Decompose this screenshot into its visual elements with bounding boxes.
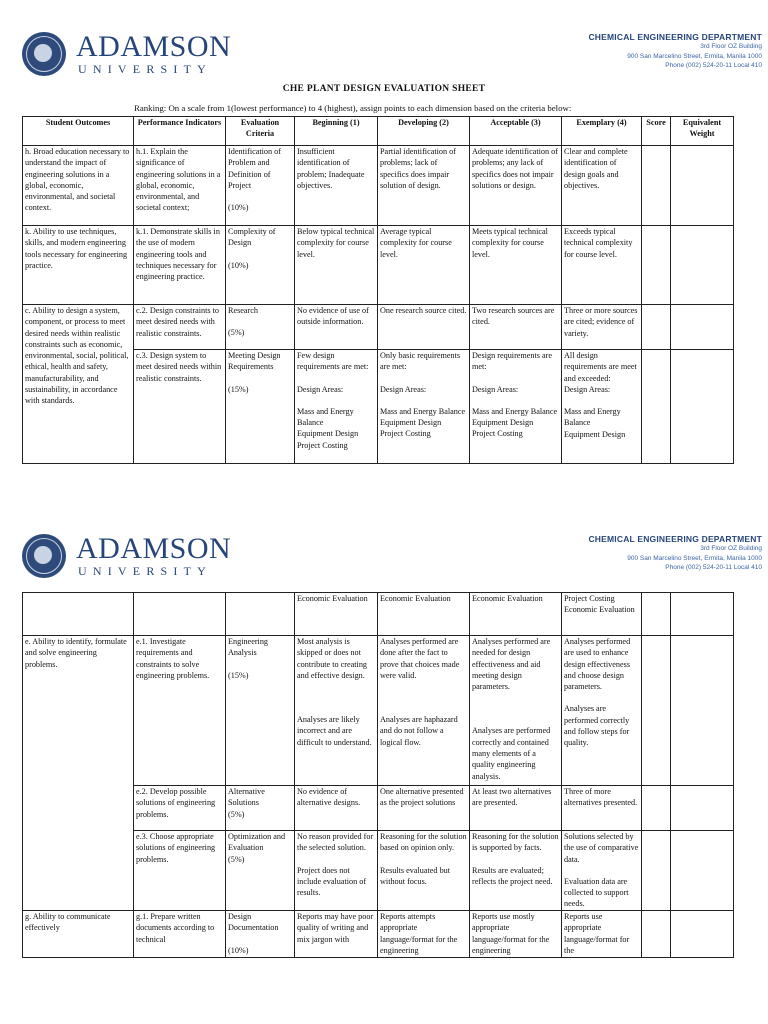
exemplary-cell: Project Costing Economic Evaluation bbox=[562, 593, 642, 636]
department-name: CHEMICAL ENGINEERING DEPARTMENT bbox=[588, 534, 762, 544]
developing-cell: One research source cited. bbox=[378, 305, 470, 350]
score-cell[interactable] bbox=[642, 226, 671, 305]
acceptable-cell: Economic Evaluation bbox=[470, 593, 562, 636]
criteria-cell: Design Documentation (10%) bbox=[226, 911, 295, 958]
criteria-cell: Identification of Problem and Definition of Project (10%) bbox=[226, 146, 295, 226]
weight-cell[interactable] bbox=[671, 350, 734, 464]
indicator-cell: c.3. Design system to meet desired needs within realistic constraints. bbox=[134, 350, 226, 464]
indicator-cell: h.1. Explain the significance of engineering solutions in a global, economic, environmental, and societal context; bbox=[134, 146, 226, 226]
evaluation-table-page-2 bbox=[22, 592, 734, 958]
weight-cell[interactable] bbox=[671, 786, 734, 831]
exemplary-cell: Clear and complete identification of design goals and objectives. bbox=[562, 146, 642, 226]
brand-name: ADAMSON bbox=[76, 30, 232, 63]
score-cell[interactable] bbox=[642, 911, 671, 958]
indicator-cell: g.1. Prepare written documents according to technical bbox=[134, 911, 226, 958]
table-row bbox=[23, 146, 734, 226]
evaluation-table-page-1 bbox=[22, 116, 734, 464]
criteria-cell: Meeting Design Requirements (15%) bbox=[226, 350, 295, 464]
seal-icon bbox=[22, 534, 66, 578]
department-name: CHEMICAL ENGINEERING DEPARTMENT bbox=[588, 32, 762, 42]
score-cell[interactable] bbox=[642, 146, 671, 226]
indicator-cell bbox=[134, 593, 226, 636]
col-performance-indicators: Performance Indicators bbox=[134, 117, 226, 146]
indicator-cell: e.2. Develop possible solutions of engineering problems. bbox=[134, 786, 226, 831]
acceptable-cell: Meets typical technical complexity for course level. bbox=[470, 226, 562, 305]
beginning-cell: No evidence of use of outside information. bbox=[295, 305, 378, 350]
seal-icon bbox=[22, 32, 66, 76]
col-developing: Developing (2) bbox=[378, 117, 470, 146]
beginning-cell: Economic Evaluation bbox=[295, 593, 378, 636]
exemplary-cell: Three or more sources are cited; evidence of variety. bbox=[562, 305, 642, 350]
outcome-cell: k. Ability to use techniques, skills, and modern engineering tools necessary for engineering practice. bbox=[23, 226, 134, 305]
beginning-cell: Reports may have poor quality of writing and mix jargon with bbox=[295, 911, 378, 958]
score-cell[interactable] bbox=[642, 305, 671, 350]
brand-name: ADAMSON bbox=[76, 532, 232, 565]
developing-cell: Average typical complexity for course level. bbox=[378, 226, 470, 305]
outcome-cell: g. Ability to communicate effectively bbox=[23, 911, 134, 958]
address-line-3: Phone (002) 524-20-11 Local 410 bbox=[665, 62, 762, 69]
acceptable-cell: Reasoning for the solution is supported by facts. Results are evaluated; reflects the project need. bbox=[470, 831, 562, 911]
weight-cell[interactable] bbox=[671, 226, 734, 305]
indicator-cell: e.3. Choose appropriate solutions of engineering problems. bbox=[134, 831, 226, 911]
page-2 bbox=[0, 532, 768, 592]
developing-cell: One alternative presented as the project solutions bbox=[378, 786, 470, 831]
exemplary-cell: Analyses performed are used to enhance design effectiveness and choose design parameters. Analyses are performed correctly and follow steps for quality. bbox=[562, 636, 642, 786]
col-exemplary: Exemplary (4) bbox=[562, 117, 642, 146]
table-row bbox=[23, 305, 734, 350]
university-logo bbox=[22, 532, 232, 578]
letterhead bbox=[0, 532, 768, 592]
acceptable-cell: At least two alternatives are presented. bbox=[470, 786, 562, 831]
weight-cell[interactable] bbox=[671, 305, 734, 350]
col-beginning: Beginning (1) bbox=[295, 117, 378, 146]
address-line-2: 900 San Marcelino Street, Ermita, Manila 1000 bbox=[627, 52, 762, 60]
weight-cell[interactable] bbox=[671, 831, 734, 911]
exemplary-cell: Three of more alternatives presented. bbox=[562, 786, 642, 831]
address-line-3: Phone (002) 524-20-11 Local 410 bbox=[665, 564, 762, 571]
exemplary-cell: Reports use appropriate language/format for the bbox=[562, 911, 642, 958]
exemplary-cell: Solutions selected by the use of comparative data. Evaluation data are collected to support needs. bbox=[562, 831, 642, 911]
col-acceptable: Acceptable (3) bbox=[470, 117, 562, 146]
exemplary-cell: All design requirements are meet and exceeded: Design Areas: Mass and Energy Balance Equipment Design bbox=[562, 350, 642, 464]
exemplary-cell: Exceeds typical technical complexity for course level. bbox=[562, 226, 642, 305]
brand-subtitle: UNIVERSITY bbox=[78, 62, 212, 76]
criteria-cell: Optimization and Evaluation (5%) bbox=[226, 831, 295, 911]
outcome-cell: c. Ability to design a system, component, or process to meet desired needs within realistic constraints such as economic, environmental, social, political, ethical, health and safety, manufacturability, and sustainability, in accordance with standards. bbox=[23, 305, 134, 464]
score-cell[interactable] bbox=[642, 831, 671, 911]
indicator-cell: k.1. Demonstrate skills in the use of modern engineering tools and techniques necessary for engineering practice. bbox=[134, 226, 226, 305]
acceptable-cell: Analyses performed are needed for design effectiveness and aid meeting design parameters. Analyses are performed correctly and contained many elements of a quality engineering analysis. bbox=[470, 636, 562, 786]
address-line-1: 3rd Floor OZ Building bbox=[700, 545, 762, 552]
weight-cell[interactable] bbox=[671, 911, 734, 958]
score-cell[interactable] bbox=[642, 636, 671, 786]
beginning-cell: No reason provided for the selected solution. Project does not include evaluation of results. bbox=[295, 831, 378, 911]
letterhead bbox=[0, 30, 768, 90]
department-block bbox=[588, 534, 762, 573]
indicator-cell: c.2. Design constraints to meet desired needs with realistic constraints. bbox=[134, 305, 226, 350]
weight-cell[interactable] bbox=[671, 636, 734, 786]
beginning-cell: Few design requirements are met: Design Areas: Mass and Energy Balance Equipment Design Project Costing bbox=[295, 350, 378, 464]
score-cell[interactable] bbox=[642, 593, 671, 636]
indicator-cell: e.1. Investigate requirements and constraints to solve engineering problems. bbox=[134, 636, 226, 786]
acceptable-cell: Adequate identification of problems; any lack of specifics does not impair solutions or design. bbox=[470, 146, 562, 226]
score-cell[interactable] bbox=[642, 786, 671, 831]
university-logo bbox=[22, 30, 232, 76]
col-equivalent-weight: Equivalent Weight bbox=[671, 117, 734, 146]
criteria-cell: Alternative Solutions (5%) bbox=[226, 786, 295, 831]
criteria-cell: Research (5%) bbox=[226, 305, 295, 350]
criteria-cell: Complexity of Design (10%) bbox=[226, 226, 295, 305]
beginning-cell: Below typical technical complexity for course level. bbox=[295, 226, 378, 305]
score-cell[interactable] bbox=[642, 350, 671, 464]
beginning-cell: Insufficient identification of problem; Inadequate objectives. bbox=[295, 146, 378, 226]
table-row bbox=[23, 911, 734, 958]
brand-subtitle: UNIVERSITY bbox=[78, 564, 212, 578]
col-score: Score bbox=[642, 117, 671, 146]
acceptable-cell: Two research sources are cited. bbox=[470, 305, 562, 350]
developing-cell: Only basic requirements are met: Design Areas: Mass and Energy Balance Equipment Design Project Costing bbox=[378, 350, 470, 464]
address-line-2: 900 San Marcelino Street, Ermita, Manila 1000 bbox=[627, 554, 762, 562]
table-row bbox=[23, 226, 734, 305]
beginning-cell: No evidence of alternative designs. bbox=[295, 786, 378, 831]
developing-cell: Partial identification of problems; lack of specifics does impair solution of design. bbox=[378, 146, 470, 226]
ranking-instructions: Ranking: On a scale from 1(lowest performance) to 4 (highest), assign points to each dimension based on the criteria below: bbox=[134, 103, 572, 113]
page-title: CHE PLANT DESIGN EVALUATION SHEET bbox=[282, 84, 486, 94]
criteria-cell bbox=[226, 593, 295, 636]
col-student-outcomes: Student Outcomes bbox=[23, 117, 134, 146]
col-evaluation-criteria: Evaluation Criteria bbox=[226, 117, 295, 146]
table-row bbox=[23, 636, 734, 786]
outcome-cell: h. Broad education necessary to understand the impact of engineering solutions in a global, economic, environmental, and societal context. bbox=[23, 146, 134, 226]
beginning-cell: Most analysis is skipped or does not contribute to creating and effective design. Analyses are likely incorrect and are difficult to understand. bbox=[295, 636, 378, 786]
developing-cell: Reasoning for the solution based on opinion only. Results evaluated but without focus. bbox=[378, 831, 470, 911]
weight-cell[interactable] bbox=[671, 593, 734, 636]
outcome-cell bbox=[23, 593, 134, 636]
outcome-cell: e. Ability to identify, formulate and solve engineering problems. bbox=[23, 636, 134, 911]
criteria-cell: Engineering Analysis (15%) bbox=[226, 636, 295, 786]
weight-cell[interactable] bbox=[671, 146, 734, 226]
developing-cell: Analyses performed are done after the fact to prove that choices made were valid. Analyses are haphazard and do not follow a logical flow. bbox=[378, 636, 470, 786]
acceptable-cell: Design requirements are met: Design Areas: Mass and Energy Balance Equipment Design Project Costing bbox=[470, 350, 562, 464]
header-row bbox=[23, 117, 734, 146]
table-row bbox=[23, 593, 734, 636]
developing-cell: Economic Evaluation bbox=[378, 593, 470, 636]
address-line-1: 3rd Floor OZ Building bbox=[700, 43, 762, 50]
acceptable-cell: Reports use mostly appropriate language/format for the engineering bbox=[470, 911, 562, 958]
developing-cell: Reports attempts appropriate language/format for the engineering bbox=[378, 911, 470, 958]
department-block bbox=[588, 32, 762, 71]
